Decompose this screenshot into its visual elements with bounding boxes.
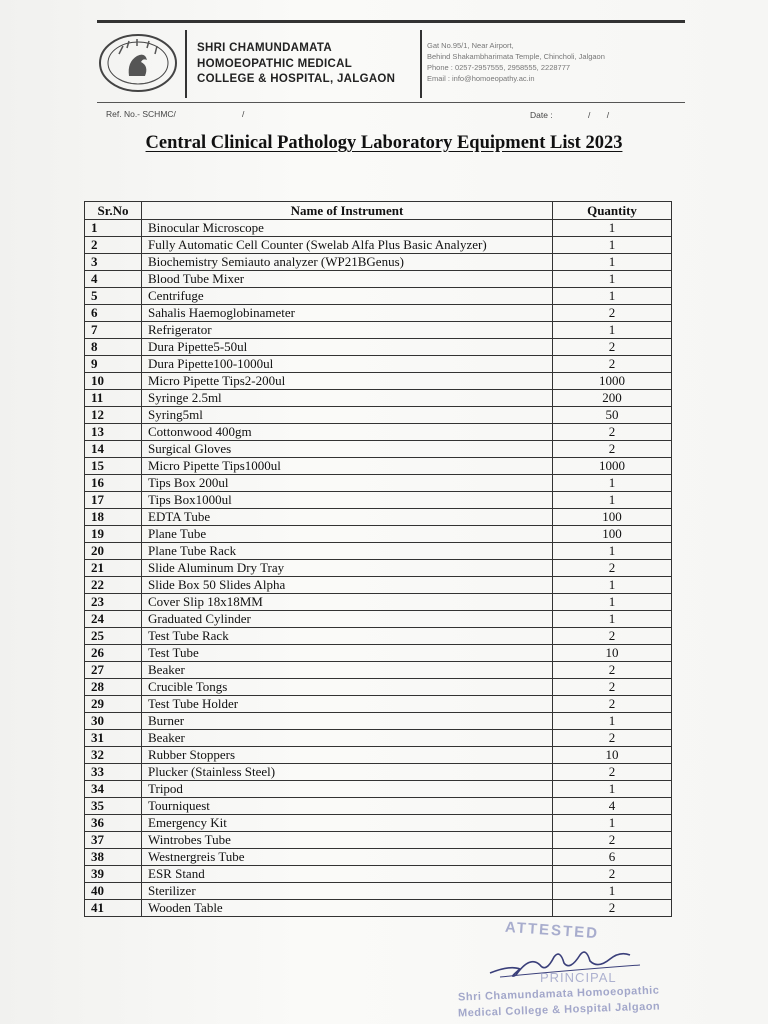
sr-no-cell: 26: [85, 645, 142, 662]
instrument-name-cell: Test Tube Rack: [142, 628, 553, 645]
instrument-name-cell: Tips Box1000ul: [142, 492, 553, 509]
table-row: [85, 254, 672, 271]
quantity-cell: 1: [553, 815, 672, 832]
quantity-cell: 1: [553, 577, 672, 594]
instrument-name-cell: Dura Pipette5-50ul: [142, 339, 553, 356]
attested-stamp: ATTESTED: [504, 918, 600, 943]
quantity-cell: 1: [553, 492, 672, 509]
table-row: [85, 883, 672, 900]
sr-no-cell: 21: [85, 560, 142, 577]
table-row: [85, 764, 672, 781]
instrument-name-cell: Plane Tube Rack: [142, 543, 553, 560]
quantity-cell: 1000: [553, 373, 672, 390]
table-row: [85, 339, 672, 356]
instrument-name-cell: Cottonwood 400gm: [142, 424, 553, 441]
quantity-cell: 2: [553, 764, 672, 781]
stamp-institute-line: Medical College & Hospital Jalgaon: [457, 1000, 661, 1020]
quantity-cell: 50: [553, 407, 672, 424]
instrument-name-cell: Beaker: [142, 662, 553, 679]
quantity-cell: 1: [553, 475, 672, 492]
table-row: [85, 475, 672, 492]
table-row: [85, 866, 672, 883]
table-row: [85, 492, 672, 509]
quantity-cell: 10: [553, 747, 672, 764]
table-row: [85, 407, 672, 424]
contact-line: Email : info@homoeopathy.ac.in: [427, 74, 535, 83]
sr-no-cell: 18: [85, 509, 142, 526]
institute-name-line: HOMOEOPATHIC MEDICAL: [197, 57, 353, 70]
instrument-name-cell: Slide Aluminum Dry Tray: [142, 560, 553, 577]
quantity-cell: 1: [553, 237, 672, 254]
quantity-cell: 100: [553, 526, 672, 543]
quantity-cell: 1000: [553, 458, 672, 475]
instrument-name-cell: Rubber Stoppers: [142, 747, 553, 764]
contact-line: Behind Shakambharimata Temple, Chincholi, Jalgaon: [427, 52, 605, 61]
quantity-cell: 1: [553, 271, 672, 288]
header-sr-no: Sr.No: [85, 202, 142, 220]
instrument-name-cell: Burner: [142, 713, 553, 730]
table-row: [85, 458, 672, 475]
sr-no-cell: 29: [85, 696, 142, 713]
quantity-cell: 1: [553, 611, 672, 628]
instrument-name-cell: Blood Tube Mixer: [142, 271, 553, 288]
instrument-name-cell: Tips Box 200ul: [142, 475, 553, 492]
table-row: [85, 713, 672, 730]
quantity-cell: 1: [553, 883, 672, 900]
instrument-name-cell: Plane Tube: [142, 526, 553, 543]
sr-no-cell: 19: [85, 526, 142, 543]
table-row: [85, 679, 672, 696]
header-bottom-rule: [97, 102, 685, 103]
sr-no-cell: 11: [85, 390, 142, 407]
sr-no-cell: 38: [85, 849, 142, 866]
instrument-name-cell: Micro Pipette Tips1000ul: [142, 458, 553, 475]
quantity-cell: 200: [553, 390, 672, 407]
quantity-cell: 1: [553, 781, 672, 798]
header-top-rule: [97, 20, 685, 23]
table-row: [85, 509, 672, 526]
quantity-cell: 1: [553, 254, 672, 271]
table-row: [85, 237, 672, 254]
sr-no-cell: 4: [85, 271, 142, 288]
sr-no-cell: 32: [85, 747, 142, 764]
sr-no-cell: 2: [85, 237, 142, 254]
quantity-cell: 4: [553, 798, 672, 815]
quantity-cell: 2: [553, 305, 672, 322]
table-row: [85, 781, 672, 798]
sr-no-cell: 10: [85, 373, 142, 390]
table-row: [85, 645, 672, 662]
table-header-row: [85, 202, 672, 220]
college-logo-icon: [97, 32, 179, 94]
equipment-table: [84, 201, 672, 917]
instrument-name-cell: Plucker (Stainless Steel): [142, 764, 553, 781]
sr-no-cell: 24: [85, 611, 142, 628]
table-row: [85, 305, 672, 322]
sr-no-cell: 3: [85, 254, 142, 271]
table-row: [85, 390, 672, 407]
header-divider-left: [185, 30, 187, 98]
instrument-name-cell: Tripod: [142, 781, 553, 798]
table-row: [85, 747, 672, 764]
instrument-name-cell: Westnergreis Tube: [142, 849, 553, 866]
instrument-name-cell: ESR Stand: [142, 866, 553, 883]
instrument-name-cell: Refrigerator: [142, 322, 553, 339]
instrument-name-cell: Syringe 2.5ml: [142, 390, 553, 407]
sr-no-cell: 33: [85, 764, 142, 781]
header-divider-right: [420, 30, 422, 98]
sr-no-cell: 8: [85, 339, 142, 356]
table-row: [85, 220, 672, 237]
table-row: [85, 577, 672, 594]
quantity-cell: 2: [553, 696, 672, 713]
instrument-name-cell: Crucible Tongs: [142, 679, 553, 696]
sr-no-cell: 13: [85, 424, 142, 441]
date-slashes: / /: [588, 110, 610, 120]
ref-slash: /: [242, 109, 245, 119]
sr-no-cell: 30: [85, 713, 142, 730]
instrument-name-cell: EDTA Tube: [142, 509, 553, 526]
header-instrument-name: Name of Instrument: [142, 202, 553, 220]
table-row: [85, 322, 672, 339]
table-row: [85, 900, 672, 917]
header-quantity: Quantity: [553, 202, 672, 220]
table-row: [85, 288, 672, 305]
principal-stamp: PRINCIPAL: [540, 970, 617, 985]
sr-no-cell: 35: [85, 798, 142, 815]
sr-no-cell: 39: [85, 866, 142, 883]
document-title: Central Clinical Pathology Laboratory Equipment List 2023: [145, 133, 623, 153]
quantity-cell: 2: [553, 832, 672, 849]
sr-no-cell: 31: [85, 730, 142, 747]
quantity-cell: 1: [553, 713, 672, 730]
quantity-cell: 2: [553, 628, 672, 645]
instrument-name-cell: Syring5ml: [142, 407, 553, 424]
table-row: [85, 798, 672, 815]
quantity-cell: 10: [553, 645, 672, 662]
sr-no-cell: 1: [85, 220, 142, 237]
date-label: Date :: [530, 110, 553, 120]
table-row: [85, 356, 672, 373]
table-row: [85, 832, 672, 849]
stamp-institute-line: Shri Chamundamata Homoeopathic: [457, 984, 660, 1004]
quantity-cell: 2: [553, 679, 672, 696]
sr-no-cell: 16: [85, 475, 142, 492]
sr-no-cell: 14: [85, 441, 142, 458]
instrument-name-cell: Slide Box 50 Slides Alpha: [142, 577, 553, 594]
table-row: [85, 543, 672, 560]
quantity-cell: 2: [553, 866, 672, 883]
table-row: [85, 662, 672, 679]
table-row: [85, 373, 672, 390]
sr-no-cell: 40: [85, 883, 142, 900]
sr-no-cell: 15: [85, 458, 142, 475]
instrument-name-cell: Sterilizer: [142, 883, 553, 900]
instrument-name-cell: Micro Pipette Tips2-200ul: [142, 373, 553, 390]
quantity-cell: 1: [553, 220, 672, 237]
quantity-cell: 2: [553, 730, 672, 747]
sr-no-cell: 25: [85, 628, 142, 645]
table-row: [85, 441, 672, 458]
table-row: [85, 815, 672, 832]
quantity-cell: 1: [553, 288, 672, 305]
quantity-cell: 2: [553, 662, 672, 679]
table-row: [85, 611, 672, 628]
table-row: [85, 730, 672, 747]
quantity-cell: 2: [553, 356, 672, 373]
table-row: [85, 271, 672, 288]
sr-no-cell: 37: [85, 832, 142, 849]
instrument-name-cell: Graduated Cylinder: [142, 611, 553, 628]
table-row: [85, 594, 672, 611]
sr-no-cell: 6: [85, 305, 142, 322]
instrument-name-cell: Binocular Microscope: [142, 220, 553, 237]
ref-number: Ref. No.- SCHMC/: [106, 109, 176, 119]
quantity-cell: 6: [553, 849, 672, 866]
sr-no-cell: 12: [85, 407, 142, 424]
instrument-name-cell: Dura Pipette100-1000ul: [142, 356, 553, 373]
instrument-name-cell: Surgical Gloves: [142, 441, 553, 458]
instrument-name-cell: Fully Automatic Cell Counter (Swelab Alfa Plus Basic Analyzer): [142, 237, 553, 254]
quantity-cell: 1: [553, 594, 672, 611]
sr-no-cell: 23: [85, 594, 142, 611]
instrument-name-cell: Cover Slip 18x18MM: [142, 594, 553, 611]
instrument-name-cell: Wintrobes Tube: [142, 832, 553, 849]
instrument-name-cell: Tourniquest: [142, 798, 553, 815]
sr-no-cell: 28: [85, 679, 142, 696]
sr-no-cell: 5: [85, 288, 142, 305]
instrument-name-cell: Sahalis Haemoglobinameter: [142, 305, 553, 322]
instrument-name-cell: Wooden Table: [142, 900, 553, 917]
quantity-cell: 1: [553, 322, 672, 339]
table-row: [85, 849, 672, 866]
instrument-name-cell: Test Tube: [142, 645, 553, 662]
quantity-cell: 100: [553, 509, 672, 526]
sr-no-cell: 34: [85, 781, 142, 798]
sr-no-cell: 20: [85, 543, 142, 560]
instrument-name-cell: Biochemistry Semiauto analyzer (WP21BGenus): [142, 254, 553, 271]
table-row: [85, 696, 672, 713]
table-row: [85, 560, 672, 577]
quantity-cell: 2: [553, 560, 672, 577]
sr-no-cell: 27: [85, 662, 142, 679]
sr-no-cell: 41: [85, 900, 142, 917]
instrument-name-cell: Emergency Kit: [142, 815, 553, 832]
table-row: [85, 526, 672, 543]
instrument-name-cell: Centrifuge: [142, 288, 553, 305]
contact-line: Phone : 0257-2957555, 2958555, 2228777: [427, 63, 571, 72]
sr-no-cell: 22: [85, 577, 142, 594]
institute-name-line: SHRI CHAMUNDAMATA: [197, 42, 332, 54]
instrument-name-cell: Beaker: [142, 730, 553, 747]
instrument-name-cell: Test Tube Holder: [142, 696, 553, 713]
sr-no-cell: 17: [85, 492, 142, 509]
quantity-cell: 2: [553, 900, 672, 917]
table-body: [85, 220, 672, 917]
quantity-cell: 2: [553, 424, 672, 441]
contact-line: Gat No.95/1, Near Airport,: [427, 41, 514, 50]
institute-name-line: COLLEGE & HOSPITAL, JALGAON: [197, 73, 396, 85]
contact-details: [427, 40, 605, 84]
table-row: [85, 424, 672, 441]
quantity-cell: 2: [553, 441, 672, 458]
institute-name: [197, 41, 395, 88]
sr-no-cell: 36: [85, 815, 142, 832]
quantity-cell: 1: [553, 543, 672, 560]
sr-no-cell: 7: [85, 322, 142, 339]
table-row: [85, 628, 672, 645]
sr-no-cell: 9: [85, 356, 142, 373]
quantity-cell: 2: [553, 339, 672, 356]
